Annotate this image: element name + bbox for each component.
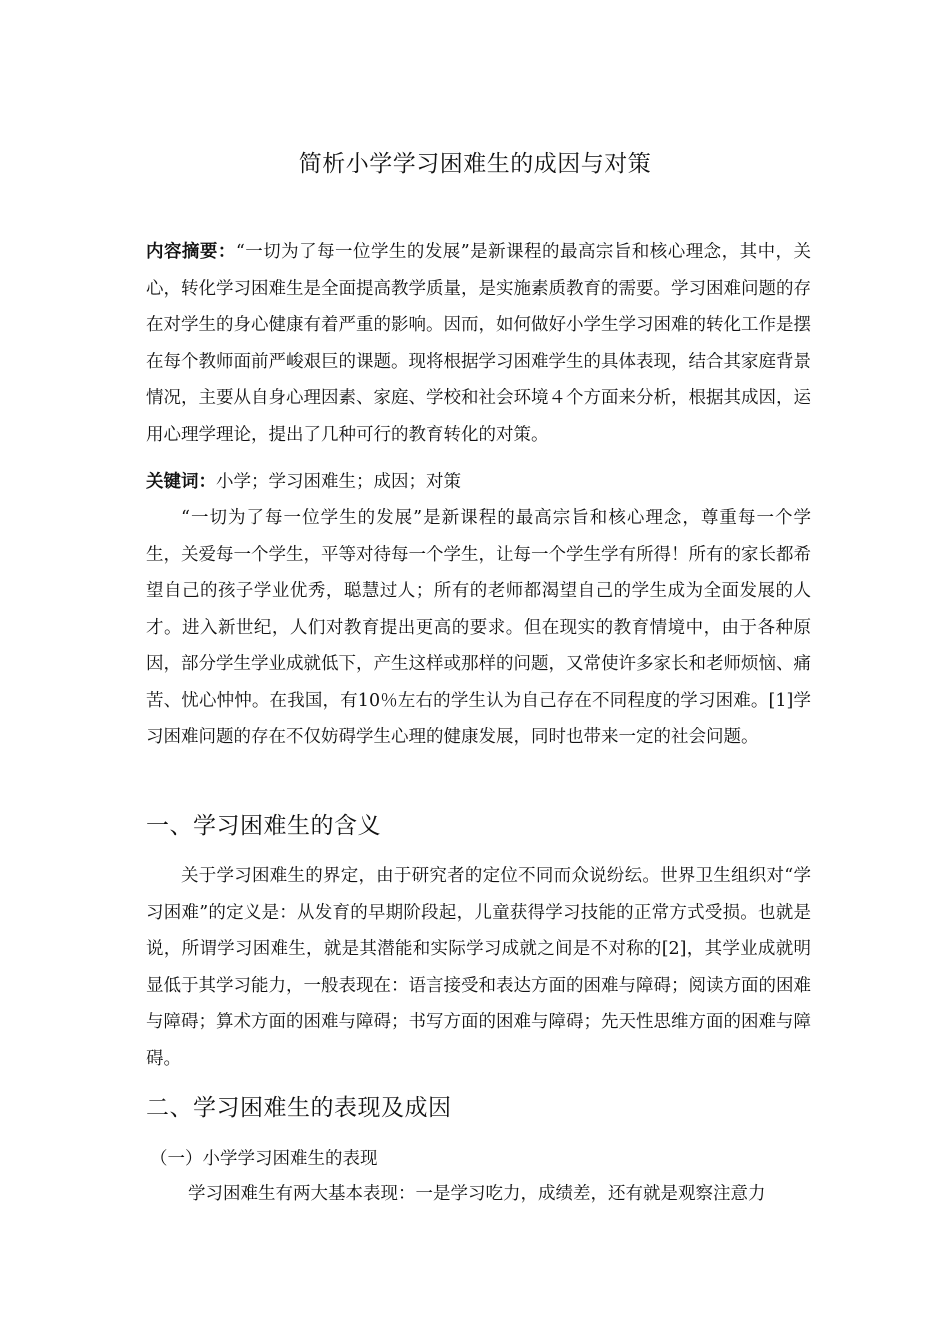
abstract-label: 内容摘要： <box>146 242 236 262</box>
section2-paragraph: 学习困难生有两大基本表现：一是学习吃力，成绩差，还有就是观察注意力 <box>188 1184 766 1204</box>
section2-heading: 二、学习困难生的表现及成因 <box>146 1095 452 1121</box>
document-title: 简析小学学习困难生的成因与对策 <box>298 151 652 177</box>
abstract-paragraph <box>146 234 811 453</box>
intro-paragraph: “一切为了每一位学生的发展”是新课程的最高宗旨和核心理念，尊重每一个学生，关爱每一个学生，平等对待每一个学生，让每一个学生学有所得！所有的家长都希望自己的孩子学业优秀，聪慧过人；所有的老师都渴望自己的学生成为全面发展的人才。进入新世纪，人们对教育提出更高的要求。但在现实的教育情境中，由于各种原因，部分学生学业成就低下，产生这样或那样的问题，又常使许多家长和老师烦恼、痛苦、忧心忡忡。在我国，有10％左右的学生认为自己存在不同程度的学习困难。[1]学习困难问题的存在不仅妨碍学生心理的健康发展，同时也带来一定的社会问题。 <box>146 508 811 747</box>
section2-subheading: （一）小学学习困难生的表现 <box>150 1149 378 1169</box>
abstract-text: “一切为了每一位学生的发展”是新课程的最高宗旨和核心理念，其中，关心，转化学习困难生是全面提高教学质量，是实施素质教育的需要。学习困难问题的存在对学生的身心健康有着严重的影响。因而，如何做好小学生学习困难的转化工作是摆在每个教师面前严峻艰巨的课题。现将根据学习困难学生的具体表现，结合其家庭背景情况，主要从自身心理因素、家庭、学校和社会环境４个方面来分析，根据其成因，运用心理学理论，提出了几种可行的教育转化的对策。 <box>146 242 811 445</box>
keywords-line <box>146 468 811 496</box>
keywords-label: 关键词： <box>146 472 216 492</box>
section1-heading: 一、学习困难生的含义 <box>146 813 381 839</box>
section1-paragraph: 关于学习困难生的界定，由于研究者的定位不同而众说纷纭。世界卫生组织对“学习困难”的定义是：从发育的早期阶段起，儿童获得学习技能的正常方式受损。也就是说，所谓学习困难生，就是其潜能和实际学习成就之间是不对称的[2]，其学业成就明显低于其学习能力，一般表现在：语言接受和表达方面的困难与障碍；阅读方面的困难与障碍；算术方面的困难与障碍；书写方面的困难与障碍；先天性思维方面的困难与障碍。 <box>146 866 811 1069</box>
keywords-text: 小学；学习困难生；成因；对策 <box>216 472 461 492</box>
